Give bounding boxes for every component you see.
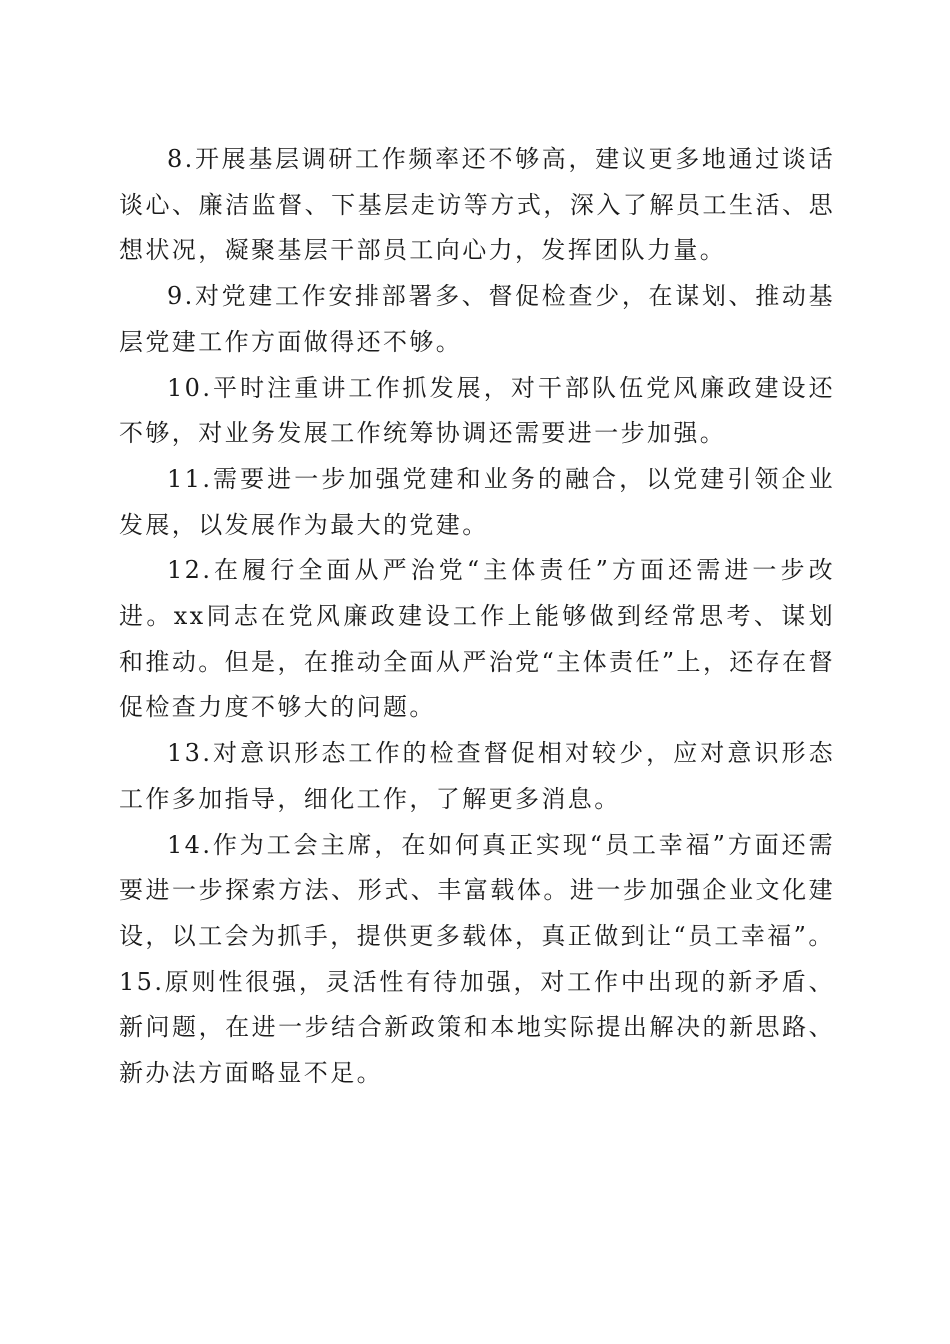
document-body	[119, 137, 835, 1097]
paragraph-item-13: 13.对意识形态工作的检查督促相对较少，应对意识形态工作多加指导，细化工作，了解更多消息。	[119, 739, 835, 813]
paragraph-item-11: 11.需要进一步加强党建和业务的融合，以党建引领企业发展，以发展作为最大的党建。	[119, 464, 835, 539]
paragraph-item-14: 14.作为工会主席，在如何真正实现“员工幸福”方面还需要进一步探索方法、形式、丰富载体。进一步加强企业文化建设，以工会为抓手，提供更多载体，真正做到让“员工幸福”。	[119, 830, 835, 950]
paragraph-item-15: 15.原则性很强，灵活性有待加强，对工作中出现的新矛盾、新问题，在进一步结合新政策和本地实际提出解决的新思路、新办法方面略显不足。	[119, 967, 835, 1088]
paragraph-item-10: 10.平时注重讲工作抓发展，对干部队伍党风廉政建设还不够，对业务发展工作统筹协调还需要进一步加强。	[119, 373, 835, 448]
paragraph-item-12: 12.在履行全面从严治党“主体责任”方面还需进一步改进。xx同志在党风廉政建设工作上能够做到经常思考、谋划和推动。但是，在推动全面从严治党“主体责任”上，还存在督促检查力度不够大的问题。	[119, 556, 835, 722]
paragraph-item-8: 8.开展基层调研工作频率还不够高，建议更多地通过谈话谈心、廉洁监督、下基层走访等方式，深入了解员工生活、思想状况，凝聚基层干部员工向心力，发挥团队力量。	[119, 145, 835, 265]
paragraph-item-9: 9.对党建工作安排部署多、督促检查少，在谋划、推动基层党建工作方面做得还不够。	[119, 282, 835, 356]
